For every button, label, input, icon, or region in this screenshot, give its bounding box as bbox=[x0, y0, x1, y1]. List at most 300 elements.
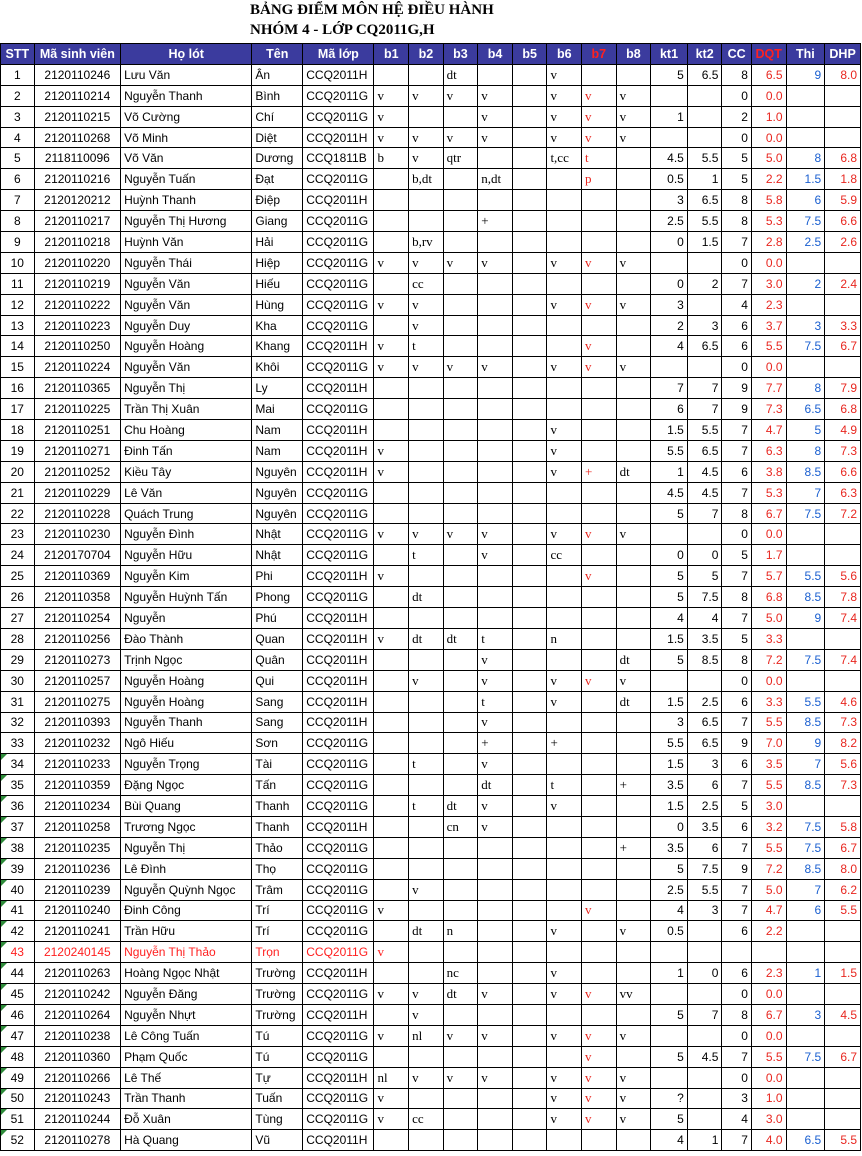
cell-student-id: 2120110230 bbox=[34, 524, 121, 545]
cell-stt: 34 bbox=[1, 754, 35, 775]
cell-b1: v bbox=[374, 1088, 409, 1109]
table-row bbox=[1, 1004, 861, 1025]
cell-last-name: Võ Minh bbox=[121, 127, 252, 148]
cell-b4 bbox=[478, 190, 513, 211]
cell-b8 bbox=[616, 336, 651, 357]
cell-b1: v bbox=[374, 294, 409, 315]
table-row bbox=[1, 858, 861, 879]
cell-thi: 3 bbox=[786, 1004, 825, 1025]
cell-thi: 6 bbox=[786, 900, 825, 921]
cell-b6 bbox=[547, 378, 582, 399]
cell-b8 bbox=[616, 1130, 651, 1151]
cell-b6: v bbox=[547, 420, 582, 441]
cell-b8: v bbox=[616, 252, 651, 273]
cell-last-name: Nguyễn Tuấn bbox=[121, 169, 252, 190]
cell-class-code: CCQ2011H bbox=[303, 336, 374, 357]
cell-last-name: Nguyễn Văn bbox=[121, 294, 252, 315]
cell-kt2: 6 bbox=[687, 837, 722, 858]
cell-dhp: 5.6 bbox=[825, 566, 861, 587]
cell-dhp: 5.5 bbox=[825, 900, 861, 921]
cell-class-code: CCQ2011H bbox=[303, 670, 374, 691]
cell-class-code: CCQ2011H bbox=[303, 127, 374, 148]
cell-b6 bbox=[547, 879, 582, 900]
cell-stt: 19 bbox=[1, 440, 35, 461]
cell-b5 bbox=[512, 858, 547, 879]
cell-kt2 bbox=[687, 357, 722, 378]
cell-thi bbox=[786, 252, 825, 273]
cell-cc: 7 bbox=[722, 608, 752, 629]
cell-b5 bbox=[512, 482, 547, 503]
cell-first-name: Nhật bbox=[252, 524, 303, 545]
cell-b2 bbox=[409, 816, 444, 837]
header-kt2: kt2 bbox=[687, 44, 722, 65]
cell-b2: t bbox=[409, 545, 444, 566]
cell-cc: 0 bbox=[722, 670, 752, 691]
cell-kt1: 5 bbox=[651, 566, 688, 587]
cell-kt2: 6.5 bbox=[687, 440, 722, 461]
cell-kt2: 3 bbox=[687, 900, 722, 921]
cell-b2: v bbox=[409, 984, 444, 1005]
cell-b6: v bbox=[547, 1067, 582, 1088]
cell-b5 bbox=[512, 754, 547, 775]
cell-b8 bbox=[616, 1046, 651, 1067]
cell-b4 bbox=[478, 879, 513, 900]
cell-b7: v bbox=[582, 984, 617, 1005]
cell-b2 bbox=[409, 900, 444, 921]
table-row bbox=[1, 649, 861, 670]
cell-class-code: CCQ2011H bbox=[303, 378, 374, 399]
cell-b7 bbox=[582, 1130, 617, 1151]
cell-first-name: Nguyên bbox=[252, 461, 303, 482]
cell-last-name: Kiều Tây bbox=[121, 461, 252, 482]
cell-dhp: 8.0 bbox=[825, 858, 861, 879]
cell-dhp bbox=[825, 106, 861, 127]
cell-b4: v bbox=[478, 649, 513, 670]
cell-b2: cc bbox=[409, 273, 444, 294]
cell-kt1: 5 bbox=[651, 64, 688, 85]
cell-kt2: 4.5 bbox=[687, 482, 722, 503]
cell-student-id: 2120110251 bbox=[34, 420, 121, 441]
cell-student-id: 2120110256 bbox=[34, 628, 121, 649]
cell-kt2: 1 bbox=[687, 1130, 722, 1151]
cell-kt1: 3.5 bbox=[651, 837, 688, 858]
cell-dhp: 8.2 bbox=[825, 733, 861, 754]
cell-stt: 21 bbox=[1, 482, 35, 503]
table-row bbox=[1, 461, 861, 482]
cell-dqt: 7.2 bbox=[751, 858, 786, 879]
cell-last-name: Nguyễn Kim bbox=[121, 566, 252, 587]
cell-thi: 8 bbox=[786, 378, 825, 399]
cell-dqt: 0.0 bbox=[751, 357, 786, 378]
cell-class-code: CCQ2011G bbox=[303, 503, 374, 524]
cell-b4 bbox=[478, 482, 513, 503]
cell-b6: v bbox=[547, 524, 582, 545]
cell-b8 bbox=[616, 712, 651, 733]
cell-b4 bbox=[478, 461, 513, 482]
cell-b7 bbox=[582, 273, 617, 294]
cell-stt: 6 bbox=[1, 169, 35, 190]
cell-last-name: Hà Quang bbox=[121, 1130, 252, 1151]
cell-cc: 5 bbox=[722, 148, 752, 169]
cell-stt: 13 bbox=[1, 315, 35, 336]
cell-b4 bbox=[478, 378, 513, 399]
cell-dqt: 0.0 bbox=[751, 1067, 786, 1088]
cell-thi bbox=[786, 921, 825, 942]
cell-b2: v bbox=[409, 294, 444, 315]
cell-cc: 8 bbox=[722, 1004, 752, 1025]
cell-cc: 0 bbox=[722, 85, 752, 106]
cell-kt1: 1.5 bbox=[651, 796, 688, 817]
table-row bbox=[1, 942, 861, 963]
table-row bbox=[1, 273, 861, 294]
cell-thi bbox=[786, 1025, 825, 1046]
cell-kt2 bbox=[687, 1067, 722, 1088]
cell-dhp: 6.2 bbox=[825, 879, 861, 900]
table-row bbox=[1, 1046, 861, 1067]
cell-kt2: 7 bbox=[687, 378, 722, 399]
cell-b5 bbox=[512, 315, 547, 336]
cell-class-code: CCQ2011H bbox=[303, 649, 374, 670]
cell-b7 bbox=[582, 190, 617, 211]
cell-b1 bbox=[374, 712, 409, 733]
cell-b7 bbox=[582, 420, 617, 441]
cell-student-id: 2120110238 bbox=[34, 1025, 121, 1046]
cell-dqt: 5.8 bbox=[751, 190, 786, 211]
cell-student-id: 2120110264 bbox=[34, 1004, 121, 1025]
cell-b6: v bbox=[547, 461, 582, 482]
table-row bbox=[1, 294, 861, 315]
cell-b1: nl bbox=[374, 1067, 409, 1088]
cell-kt1: 1 bbox=[651, 106, 688, 127]
cell-dqt: 3.0 bbox=[751, 273, 786, 294]
cell-b3 bbox=[443, 315, 478, 336]
cell-first-name: Diệt bbox=[252, 127, 303, 148]
cell-kt1: 4.5 bbox=[651, 482, 688, 503]
cell-dhp bbox=[825, 1067, 861, 1088]
cell-dhp bbox=[825, 796, 861, 817]
cell-student-id: 2120110233 bbox=[34, 754, 121, 775]
cell-b2 bbox=[409, 837, 444, 858]
cell-b6 bbox=[547, 1130, 582, 1151]
cell-b7: + bbox=[582, 461, 617, 482]
cell-dqt: 2.8 bbox=[751, 232, 786, 253]
cell-dhp: 6.6 bbox=[825, 461, 861, 482]
cell-b7: p bbox=[582, 169, 617, 190]
table-row bbox=[1, 64, 861, 85]
cell-first-name: Nam bbox=[252, 420, 303, 441]
cell-b8 bbox=[616, 211, 651, 232]
cell-kt2 bbox=[687, 670, 722, 691]
cell-dqt: 5.0 bbox=[751, 879, 786, 900]
cell-b1 bbox=[374, 420, 409, 441]
cell-b5 bbox=[512, 1046, 547, 1067]
cell-b1 bbox=[374, 211, 409, 232]
cell-b2 bbox=[409, 503, 444, 524]
cell-b1: v bbox=[374, 524, 409, 545]
cell-thi bbox=[786, 670, 825, 691]
cell-dhp: 7.2 bbox=[825, 503, 861, 524]
cell-b4 bbox=[478, 294, 513, 315]
table-row bbox=[1, 921, 861, 942]
cell-b4: v bbox=[478, 85, 513, 106]
cell-stt: 3 bbox=[1, 106, 35, 127]
cell-b7: v bbox=[582, 357, 617, 378]
cell-stt: 31 bbox=[1, 691, 35, 712]
cell-b1: v bbox=[374, 461, 409, 482]
table-row bbox=[1, 169, 861, 190]
cell-first-name: Sơn bbox=[252, 733, 303, 754]
cell-student-id: 2120110228 bbox=[34, 503, 121, 524]
cell-thi: 7.5 bbox=[786, 649, 825, 670]
cell-dqt: 6.7 bbox=[751, 1004, 786, 1025]
cell-b3 bbox=[443, 900, 478, 921]
cell-kt2: 6.5 bbox=[687, 733, 722, 754]
cell-b7 bbox=[582, 858, 617, 879]
cell-b1: v bbox=[374, 336, 409, 357]
cell-dqt: 5.7 bbox=[751, 566, 786, 587]
cell-b5 bbox=[512, 587, 547, 608]
cell-kt2: 4.5 bbox=[687, 461, 722, 482]
cell-b7: v bbox=[582, 1109, 617, 1130]
cell-last-name: Trịnh Ngọc bbox=[121, 649, 252, 670]
cell-last-name: Nguyễn Thị bbox=[121, 378, 252, 399]
cell-dqt bbox=[751, 942, 786, 963]
cell-thi: 5.5 bbox=[786, 691, 825, 712]
cell-b5 bbox=[512, 837, 547, 858]
table-row bbox=[1, 816, 861, 837]
cell-cc: 7 bbox=[722, 1130, 752, 1151]
header-b6: b6 bbox=[547, 44, 582, 65]
cell-student-id: 2120240145 bbox=[34, 942, 121, 963]
cell-b6 bbox=[547, 503, 582, 524]
cell-b2 bbox=[409, 566, 444, 587]
cell-dqt: 6.3 bbox=[751, 440, 786, 461]
cell-stt: 47 bbox=[1, 1025, 35, 1046]
cell-student-id: 2120110225 bbox=[34, 399, 121, 420]
cell-b4 bbox=[478, 587, 513, 608]
cell-b7: v bbox=[582, 106, 617, 127]
cell-b1 bbox=[374, 399, 409, 420]
cell-dhp: 1.8 bbox=[825, 169, 861, 190]
cell-stt: 38 bbox=[1, 837, 35, 858]
cell-last-name: Hoàng Ngọc Nhật bbox=[121, 963, 252, 984]
cell-first-name: Nguyên bbox=[252, 482, 303, 503]
cell-cc: 0 bbox=[722, 1067, 752, 1088]
cell-b3 bbox=[443, 503, 478, 524]
cell-class-code: CCQ2011G bbox=[303, 211, 374, 232]
cell-kt2: 7.5 bbox=[687, 587, 722, 608]
cell-cc: 8 bbox=[722, 649, 752, 670]
cell-last-name: Nguyễn Hữu bbox=[121, 545, 252, 566]
cell-student-id: 2120110365 bbox=[34, 378, 121, 399]
cell-b7: v bbox=[582, 900, 617, 921]
cell-thi: 8 bbox=[786, 148, 825, 169]
cell-dhp: 6.8 bbox=[825, 148, 861, 169]
cell-last-name: Nguyễn Huỳnh Tấn bbox=[121, 587, 252, 608]
cell-stt: 4 bbox=[1, 127, 35, 148]
cell-last-name: Nguyễn Hoàng bbox=[121, 336, 252, 357]
cell-dhp bbox=[825, 294, 861, 315]
cell-kt2: 5.5 bbox=[687, 148, 722, 169]
cell-stt: 48 bbox=[1, 1046, 35, 1067]
cell-first-name: Tuấn bbox=[252, 1088, 303, 1109]
cell-dhp: 4.5 bbox=[825, 1004, 861, 1025]
cell-kt1: 5.5 bbox=[651, 440, 688, 461]
cell-student-id: 2120110234 bbox=[34, 796, 121, 817]
cell-stt: 8 bbox=[1, 211, 35, 232]
cell-b4 bbox=[478, 399, 513, 420]
cell-b6 bbox=[547, 336, 582, 357]
cell-student-id: 2120110224 bbox=[34, 357, 121, 378]
header-dhp: DHP bbox=[825, 44, 861, 65]
cell-b7 bbox=[582, 315, 617, 336]
cell-dqt: 4.7 bbox=[751, 900, 786, 921]
table-row bbox=[1, 837, 861, 858]
cell-dqt: 0.0 bbox=[751, 85, 786, 106]
table-row bbox=[1, 1067, 861, 1088]
cell-b8: v bbox=[616, 127, 651, 148]
cell-b4: v bbox=[478, 524, 513, 545]
cell-first-name: Trường bbox=[252, 1004, 303, 1025]
cell-dhp: 7.3 bbox=[825, 775, 861, 796]
cell-b5 bbox=[512, 649, 547, 670]
cell-dqt: 3.3 bbox=[751, 628, 786, 649]
cell-b6: cc bbox=[547, 545, 582, 566]
cell-dhp: 6.6 bbox=[825, 211, 861, 232]
cell-last-name: Huỳnh Thanh bbox=[121, 190, 252, 211]
cell-b5 bbox=[512, 1130, 547, 1151]
cell-stt: 39 bbox=[1, 858, 35, 879]
cell-last-name: Nguyễn Thị Thảo bbox=[121, 942, 252, 963]
cell-class-code: CCQ2011H bbox=[303, 1130, 374, 1151]
cell-b2: t bbox=[409, 796, 444, 817]
cell-b8 bbox=[616, 190, 651, 211]
cell-b6: v bbox=[547, 921, 582, 942]
cell-dhp bbox=[825, 984, 861, 1005]
cell-kt2 bbox=[687, 921, 722, 942]
cell-stt: 23 bbox=[1, 524, 35, 545]
cell-b8: v bbox=[616, 106, 651, 127]
cell-kt1: 5.5 bbox=[651, 733, 688, 754]
cell-b6 bbox=[547, 190, 582, 211]
cell-first-name: Thảo bbox=[252, 837, 303, 858]
cell-b1 bbox=[374, 879, 409, 900]
cell-b3 bbox=[443, 336, 478, 357]
cell-b4: + bbox=[478, 211, 513, 232]
cell-dqt: 5.5 bbox=[751, 837, 786, 858]
cell-dhp: 6.7 bbox=[825, 837, 861, 858]
cell-student-id: 2120110266 bbox=[34, 1067, 121, 1088]
cell-student-id: 2120110268 bbox=[34, 127, 121, 148]
cell-first-name: Trường bbox=[252, 984, 303, 1005]
cell-b1 bbox=[374, 691, 409, 712]
cell-b8: + bbox=[616, 775, 651, 796]
cell-kt1 bbox=[651, 670, 688, 691]
cell-stt: 40 bbox=[1, 879, 35, 900]
cell-cc: 2 bbox=[722, 106, 752, 127]
cell-b1 bbox=[374, 754, 409, 775]
cell-stt: 44 bbox=[1, 963, 35, 984]
cell-class-code: CCQ2011G bbox=[303, 587, 374, 608]
cell-class-code: CCQ2011H bbox=[303, 461, 374, 482]
cell-b8: vv bbox=[616, 984, 651, 1005]
cell-b1: v bbox=[374, 900, 409, 921]
cell-b8 bbox=[616, 608, 651, 629]
cell-dqt: 0.0 bbox=[751, 127, 786, 148]
cell-kt1 bbox=[651, 357, 688, 378]
cell-first-name: Sang bbox=[252, 691, 303, 712]
cell-thi: 2 bbox=[786, 273, 825, 294]
cell-b4 bbox=[478, 503, 513, 524]
cell-kt1 bbox=[651, 127, 688, 148]
cell-kt2: 5.5 bbox=[687, 420, 722, 441]
cell-dhp: 7.3 bbox=[825, 712, 861, 733]
cell-first-name: Phong bbox=[252, 587, 303, 608]
cell-b4 bbox=[478, 963, 513, 984]
cell-thi: 1 bbox=[786, 963, 825, 984]
cell-b3: v bbox=[443, 127, 478, 148]
cell-kt1: 3 bbox=[651, 712, 688, 733]
cell-class-code: CCQ2011H bbox=[303, 628, 374, 649]
cell-b3 bbox=[443, 587, 478, 608]
table-row bbox=[1, 712, 861, 733]
cell-first-name: Ly bbox=[252, 378, 303, 399]
cell-stt: 35 bbox=[1, 775, 35, 796]
cell-dqt: 7.0 bbox=[751, 733, 786, 754]
cell-kt2: 7 bbox=[687, 399, 722, 420]
cell-thi bbox=[786, 85, 825, 106]
cell-b7: v bbox=[582, 566, 617, 587]
cell-b5 bbox=[512, 524, 547, 545]
cell-b3: qtr bbox=[443, 148, 478, 169]
cell-stt: 50 bbox=[1, 1088, 35, 1109]
cell-student-id: 2120120212 bbox=[34, 190, 121, 211]
cell-b7: v bbox=[582, 336, 617, 357]
cell-b2 bbox=[409, 963, 444, 984]
cell-b3 bbox=[443, 712, 478, 733]
cell-thi: 5 bbox=[786, 420, 825, 441]
cell-stt: 14 bbox=[1, 336, 35, 357]
cell-b5 bbox=[512, 294, 547, 315]
cell-b7 bbox=[582, 503, 617, 524]
cell-b4: v bbox=[478, 816, 513, 837]
cell-b2: v bbox=[409, 357, 444, 378]
cell-b8 bbox=[616, 796, 651, 817]
cell-student-id: 2120110393 bbox=[34, 712, 121, 733]
cell-kt1: 3.5 bbox=[651, 775, 688, 796]
cell-b2: v bbox=[409, 1004, 444, 1025]
cell-b1 bbox=[374, 64, 409, 85]
cell-b6: v bbox=[547, 691, 582, 712]
cell-class-code: CCQ2011G bbox=[303, 733, 374, 754]
cell-first-name: Tùng bbox=[252, 1109, 303, 1130]
cell-b4 bbox=[478, 1109, 513, 1130]
cell-stt: 42 bbox=[1, 921, 35, 942]
cell-b6 bbox=[547, 754, 582, 775]
cell-first-name: Nhật bbox=[252, 545, 303, 566]
cell-b7 bbox=[582, 399, 617, 420]
cell-kt1: 5 bbox=[651, 503, 688, 524]
table-row bbox=[1, 1025, 861, 1046]
cell-last-name: Nguyễn Trọng bbox=[121, 754, 252, 775]
cell-b2: t bbox=[409, 336, 444, 357]
cell-stt: 24 bbox=[1, 545, 35, 566]
cell-b3: dt bbox=[443, 796, 478, 817]
cell-dqt: 2.2 bbox=[751, 169, 786, 190]
cell-student-id: 2120110219 bbox=[34, 273, 121, 294]
cell-first-name: Trâm bbox=[252, 879, 303, 900]
cell-class-code: CCQ2011G bbox=[303, 879, 374, 900]
